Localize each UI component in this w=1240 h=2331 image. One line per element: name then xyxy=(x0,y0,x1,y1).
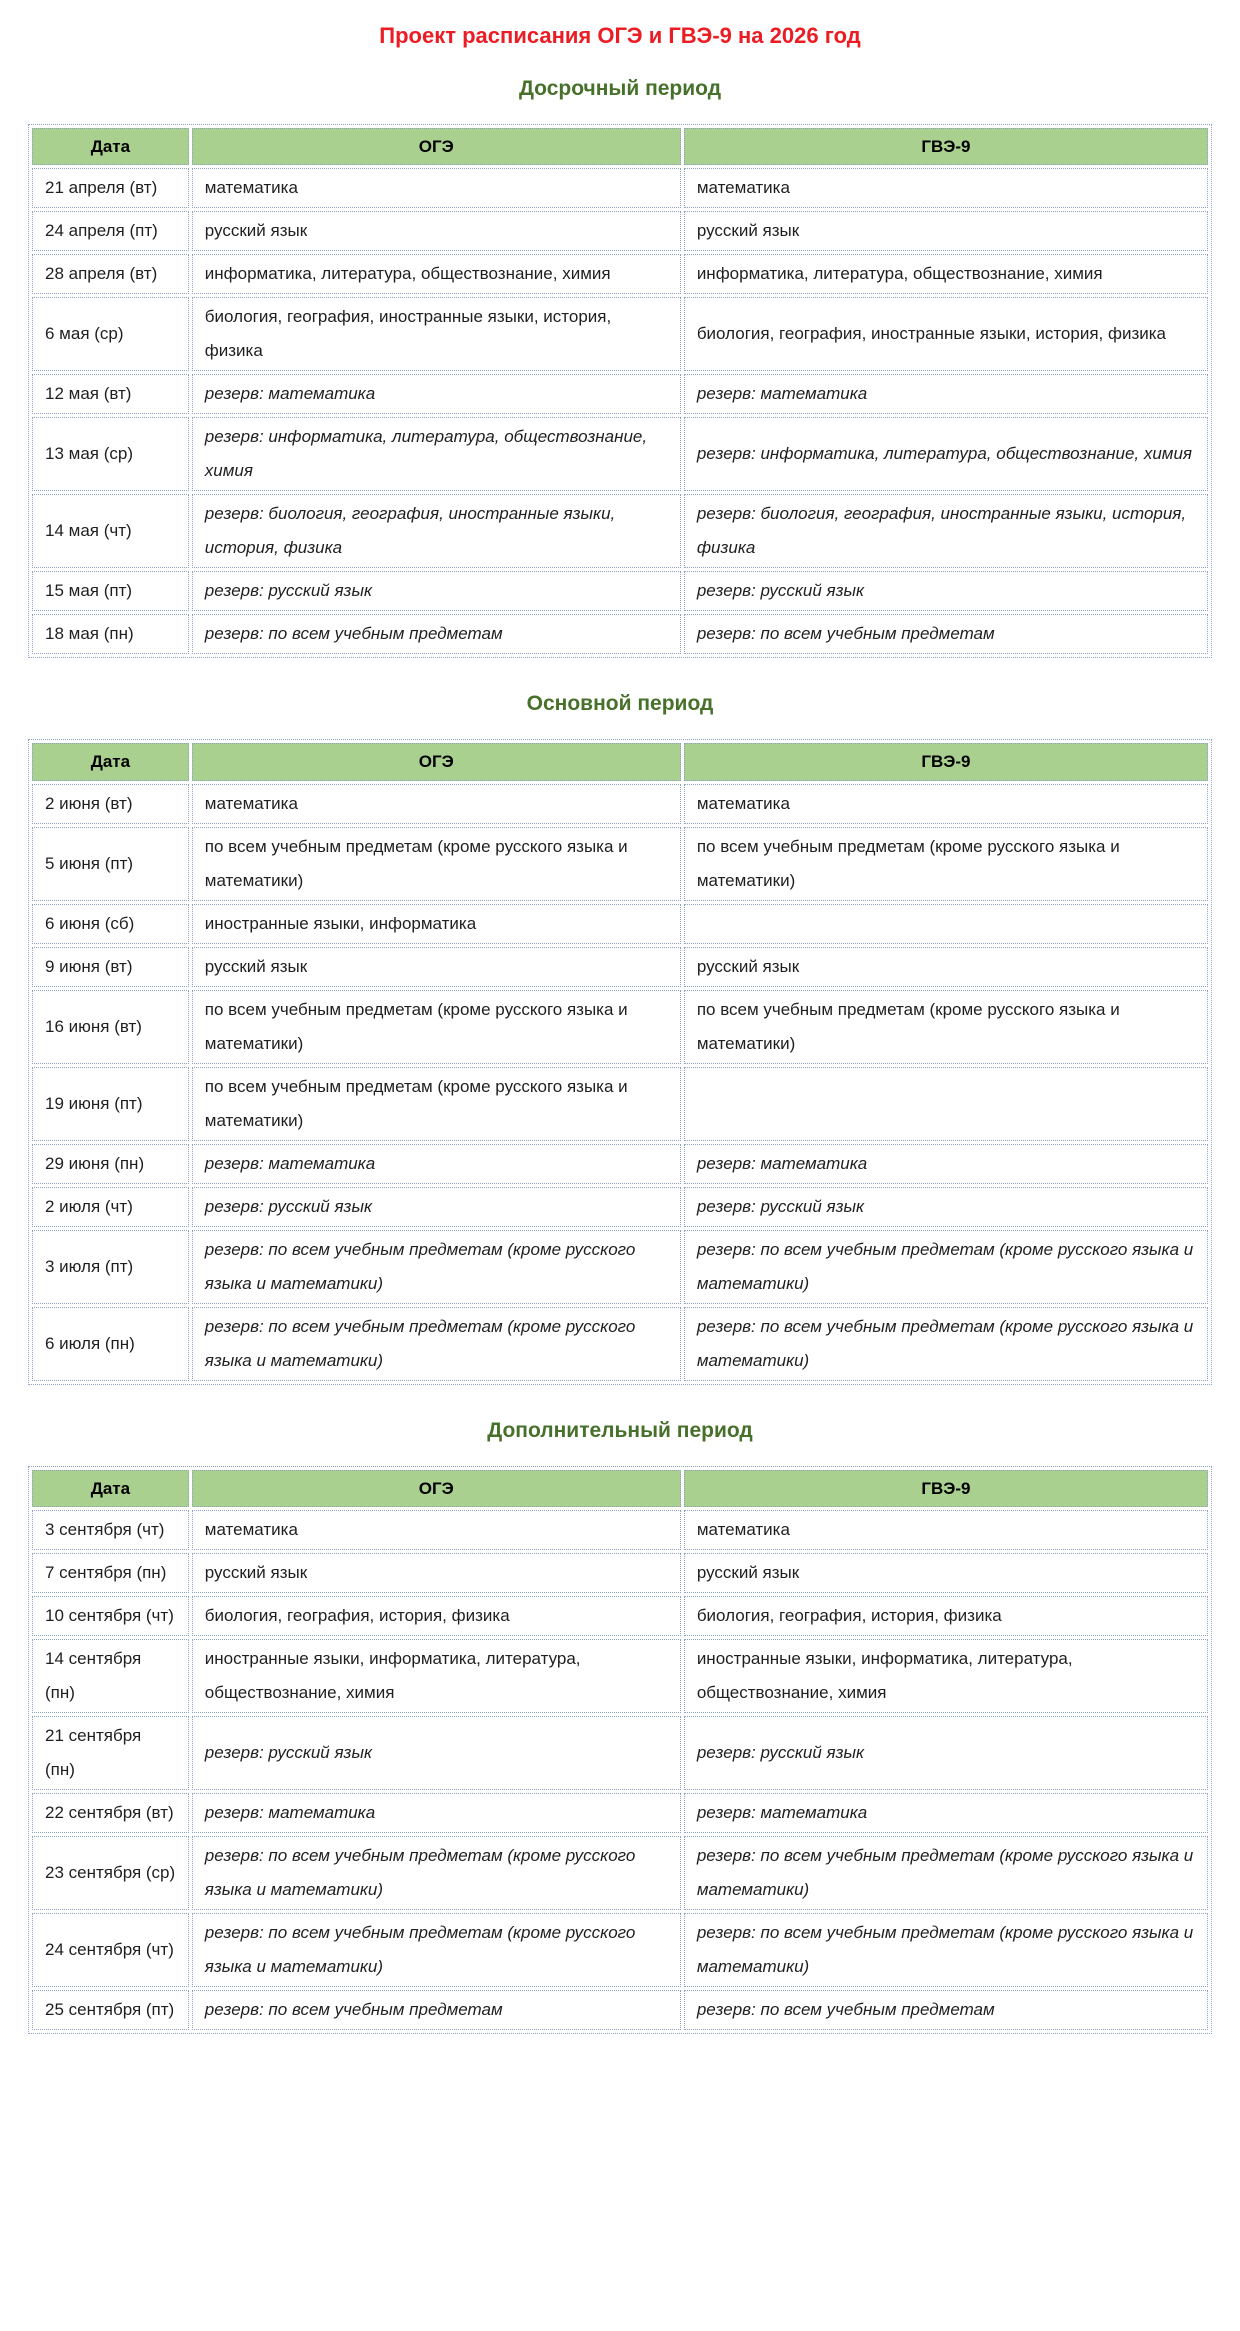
date-cell: 3 июля (пт) xyxy=(32,1230,189,1304)
table-row xyxy=(32,168,1208,208)
oge-cell: резерв: русский язык xyxy=(192,571,681,611)
gve-cell: резерв: по всем учебным предметам (кроме русского языка и математики) xyxy=(684,1230,1208,1304)
section-early-period xyxy=(28,75,1212,658)
gve-cell: математика xyxy=(684,784,1208,824)
oge-cell: по всем учебным предметам (кроме русского языка и математики) xyxy=(192,1067,681,1141)
oge-cell: биология, география, история, физика xyxy=(192,1596,681,1636)
table-row xyxy=(32,1307,1208,1381)
date-cell: 6 июля (пн) xyxy=(32,1307,189,1381)
page-title: Проект расписания ОГЭ и ГВЭ-9 на 2026 год xyxy=(379,23,861,48)
date-cell: 13 мая (ср) xyxy=(32,417,189,491)
oge-cell: резерв: русский язык xyxy=(192,1187,681,1227)
date-cell: 16 июня (вт) xyxy=(32,990,189,1064)
column-header-oge: ОГЭ xyxy=(192,1470,681,1507)
oge-cell: резерв: биология, география, иностранные языки, история, физика xyxy=(192,494,681,568)
date-cell: 15 мая (пт) xyxy=(32,571,189,611)
date-cell: 3 сентября (чт) xyxy=(32,1510,189,1550)
gve-cell: резерв: информатика, литература, обществознание, химия xyxy=(684,417,1208,491)
schedule-table-additional-period xyxy=(28,1466,1212,2034)
gve-cell: информатика, литература, обществознание, химия xyxy=(684,254,1208,294)
oge-cell: резерв: математика xyxy=(192,1793,681,1833)
table-row xyxy=(32,1596,1208,1636)
column-header-date: Дата xyxy=(32,1470,189,1507)
date-cell: 28 апреля (вт) xyxy=(32,254,189,294)
oge-cell: русский язык xyxy=(192,211,681,251)
oge-cell: информатика, литература, обществознание, химия xyxy=(192,254,681,294)
date-cell: 24 сентября (чт) xyxy=(32,1913,189,1987)
oge-cell: резерв: русский язык xyxy=(192,1716,681,1790)
column-header-oge: ОГЭ xyxy=(192,128,681,165)
oge-cell: по всем учебным предметам (кроме русского языка и математики) xyxy=(192,827,681,901)
gve-cell: резерв: русский язык xyxy=(684,1187,1208,1227)
table-row xyxy=(32,614,1208,654)
gve-cell: биология, география, иностранные языки, история, физика xyxy=(684,297,1208,371)
column-header-date: Дата xyxy=(32,743,189,780)
date-cell: 25 сентября (пт) xyxy=(32,1990,189,2030)
gve-cell: биология, география, история, физика xyxy=(684,1596,1208,1636)
table-row xyxy=(32,784,1208,824)
table-row xyxy=(32,374,1208,414)
gve-cell: по всем учебным предметам (кроме русского языка и математики) xyxy=(684,827,1208,901)
date-cell: 6 мая (ср) xyxy=(32,297,189,371)
date-cell: 18 мая (пн) xyxy=(32,614,189,654)
table-row xyxy=(32,1793,1208,1833)
oge-cell: резерв: математика xyxy=(192,1144,681,1184)
table-body xyxy=(32,784,1208,1381)
oge-cell: математика xyxy=(192,168,681,208)
table-row xyxy=(32,947,1208,987)
table-row xyxy=(32,417,1208,491)
date-cell: 23 сентября (ср) xyxy=(32,1836,189,1910)
oge-cell: по всем учебным предметам (кроме русского языка и математики) xyxy=(192,990,681,1064)
date-cell: 21 апреля (вт) xyxy=(32,168,189,208)
date-cell: 14 мая (чт) xyxy=(32,494,189,568)
table-row xyxy=(32,571,1208,611)
oge-cell: биология, география, иностранные языки, история, физика xyxy=(192,297,681,371)
table-row xyxy=(32,211,1208,251)
table-body xyxy=(32,1510,1208,2030)
table-header-row xyxy=(32,1470,1208,1507)
date-cell: 21 сентября (пн) xyxy=(32,1716,189,1790)
schedule-table-main-period xyxy=(28,739,1212,1384)
oge-cell: математика xyxy=(192,1510,681,1550)
date-cell: 10 сентября (чт) xyxy=(32,1596,189,1636)
gve-cell: иностранные языки, информатика, литература, обществознание, химия xyxy=(684,1639,1208,1713)
gve-cell: математика xyxy=(684,168,1208,208)
date-cell: 24 апреля (пт) xyxy=(32,211,189,251)
oge-cell: иностранные языки, информатика xyxy=(192,904,681,944)
column-header-date: Дата xyxy=(32,128,189,165)
table-row xyxy=(32,1144,1208,1184)
table-row xyxy=(32,1067,1208,1141)
date-cell: 2 июня (вт) xyxy=(32,784,189,824)
gve-cell: математика xyxy=(684,1510,1208,1550)
section-main-period xyxy=(28,690,1212,1384)
table-row xyxy=(32,1510,1208,1550)
gve-cell: русский язык xyxy=(684,947,1208,987)
date-cell: 19 июня (пт) xyxy=(32,1067,189,1141)
oge-cell: резерв: информатика, литература, обществознание, химия xyxy=(192,417,681,491)
schedule-table-early-period xyxy=(28,124,1212,658)
table-row xyxy=(32,1836,1208,1910)
gve-cell: по всем учебным предметам (кроме русского языка и математики) xyxy=(684,990,1208,1064)
date-cell: 2 июля (чт) xyxy=(32,1187,189,1227)
gve-cell: резерв: по всем учебным предметам (кроме русского языка и математики) xyxy=(684,1836,1208,1910)
gve-cell: резерв: математика xyxy=(684,1793,1208,1833)
gve-cell: русский язык xyxy=(684,1553,1208,1593)
date-cell: 22 сентября (вт) xyxy=(32,1793,189,1833)
date-cell: 6 июня (сб) xyxy=(32,904,189,944)
gve-cell: резерв: математика xyxy=(684,374,1208,414)
table-row xyxy=(32,1187,1208,1227)
oge-cell: математика xyxy=(192,784,681,824)
section-heading-main-period: Основной период xyxy=(526,692,714,716)
oge-cell: русский язык xyxy=(192,1553,681,1593)
oge-cell: резерв: по всем учебным предметам xyxy=(192,614,681,654)
gve-cell: резерв: русский язык xyxy=(684,571,1208,611)
table-row xyxy=(32,1913,1208,1987)
oge-cell: резерв: по всем учебным предметам xyxy=(192,1990,681,2030)
table-body xyxy=(32,168,1208,654)
gve-cell xyxy=(684,1067,1208,1141)
date-cell: 7 сентября (пн) xyxy=(32,1553,189,1593)
table-row xyxy=(32,990,1208,1064)
gve-cell: резерв: по всем учебным предметам (кроме русского языка и математики) xyxy=(684,1913,1208,1987)
gve-cell: резерв: русский язык xyxy=(684,1716,1208,1790)
table-row xyxy=(32,1553,1208,1593)
table-row xyxy=(32,904,1208,944)
oge-cell: резерв: по всем учебным предметам (кроме русского языка и математики) xyxy=(192,1913,681,1987)
section-heading-additional-period: Дополнительный период xyxy=(487,1418,753,1442)
column-header-gve: ГВЭ-9 xyxy=(684,743,1208,780)
oge-cell: иностранные языки, информатика, литература, обществознание, химия xyxy=(192,1639,681,1713)
gve-cell: резерв: по всем учебным предметам xyxy=(684,614,1208,654)
date-cell: 9 июня (вт) xyxy=(32,947,189,987)
table-row xyxy=(32,254,1208,294)
table-row xyxy=(32,494,1208,568)
gve-cell: резерв: биология, география, иностранные языки, история, физика xyxy=(684,494,1208,568)
oge-cell: резерв: по всем учебным предметам (кроме русского языка и математики) xyxy=(192,1230,681,1304)
date-cell: 14 сентября (пн) xyxy=(32,1639,189,1713)
oge-cell: резерв: по всем учебным предметам (кроме русского языка и математики) xyxy=(192,1307,681,1381)
table-row xyxy=(32,297,1208,371)
date-cell: 12 мая (вт) xyxy=(32,374,189,414)
column-header-gve: ГВЭ-9 xyxy=(684,1470,1208,1507)
gve-cell: резерв: математика xyxy=(684,1144,1208,1184)
column-header-oge: ОГЭ xyxy=(192,743,681,780)
section-heading-early-period: Досрочный период xyxy=(518,76,722,100)
section-additional-period xyxy=(28,1417,1212,2034)
oge-cell: резерв: математика xyxy=(192,374,681,414)
table-row xyxy=(32,1639,1208,1713)
date-cell: 29 июня (пн) xyxy=(32,1144,189,1184)
gve-cell: резерв: по всем учебным предметам (кроме русского языка и математики) xyxy=(684,1307,1208,1381)
gve-cell: русский язык xyxy=(684,211,1208,251)
gve-cell xyxy=(684,904,1208,944)
table-header-row xyxy=(32,743,1208,780)
oge-cell: русский язык xyxy=(192,947,681,987)
table-row xyxy=(32,1230,1208,1304)
table-header-row xyxy=(32,128,1208,165)
table-row xyxy=(32,827,1208,901)
column-header-gve: ГВЭ-9 xyxy=(684,128,1208,165)
oge-cell: резерв: по всем учебным предметам (кроме русского языка и математики) xyxy=(192,1836,681,1910)
table-row xyxy=(32,1716,1208,1790)
table-row xyxy=(32,1990,1208,2030)
gve-cell: резерв: по всем учебным предметам xyxy=(684,1990,1208,2030)
date-cell: 5 июня (пт) xyxy=(32,827,189,901)
